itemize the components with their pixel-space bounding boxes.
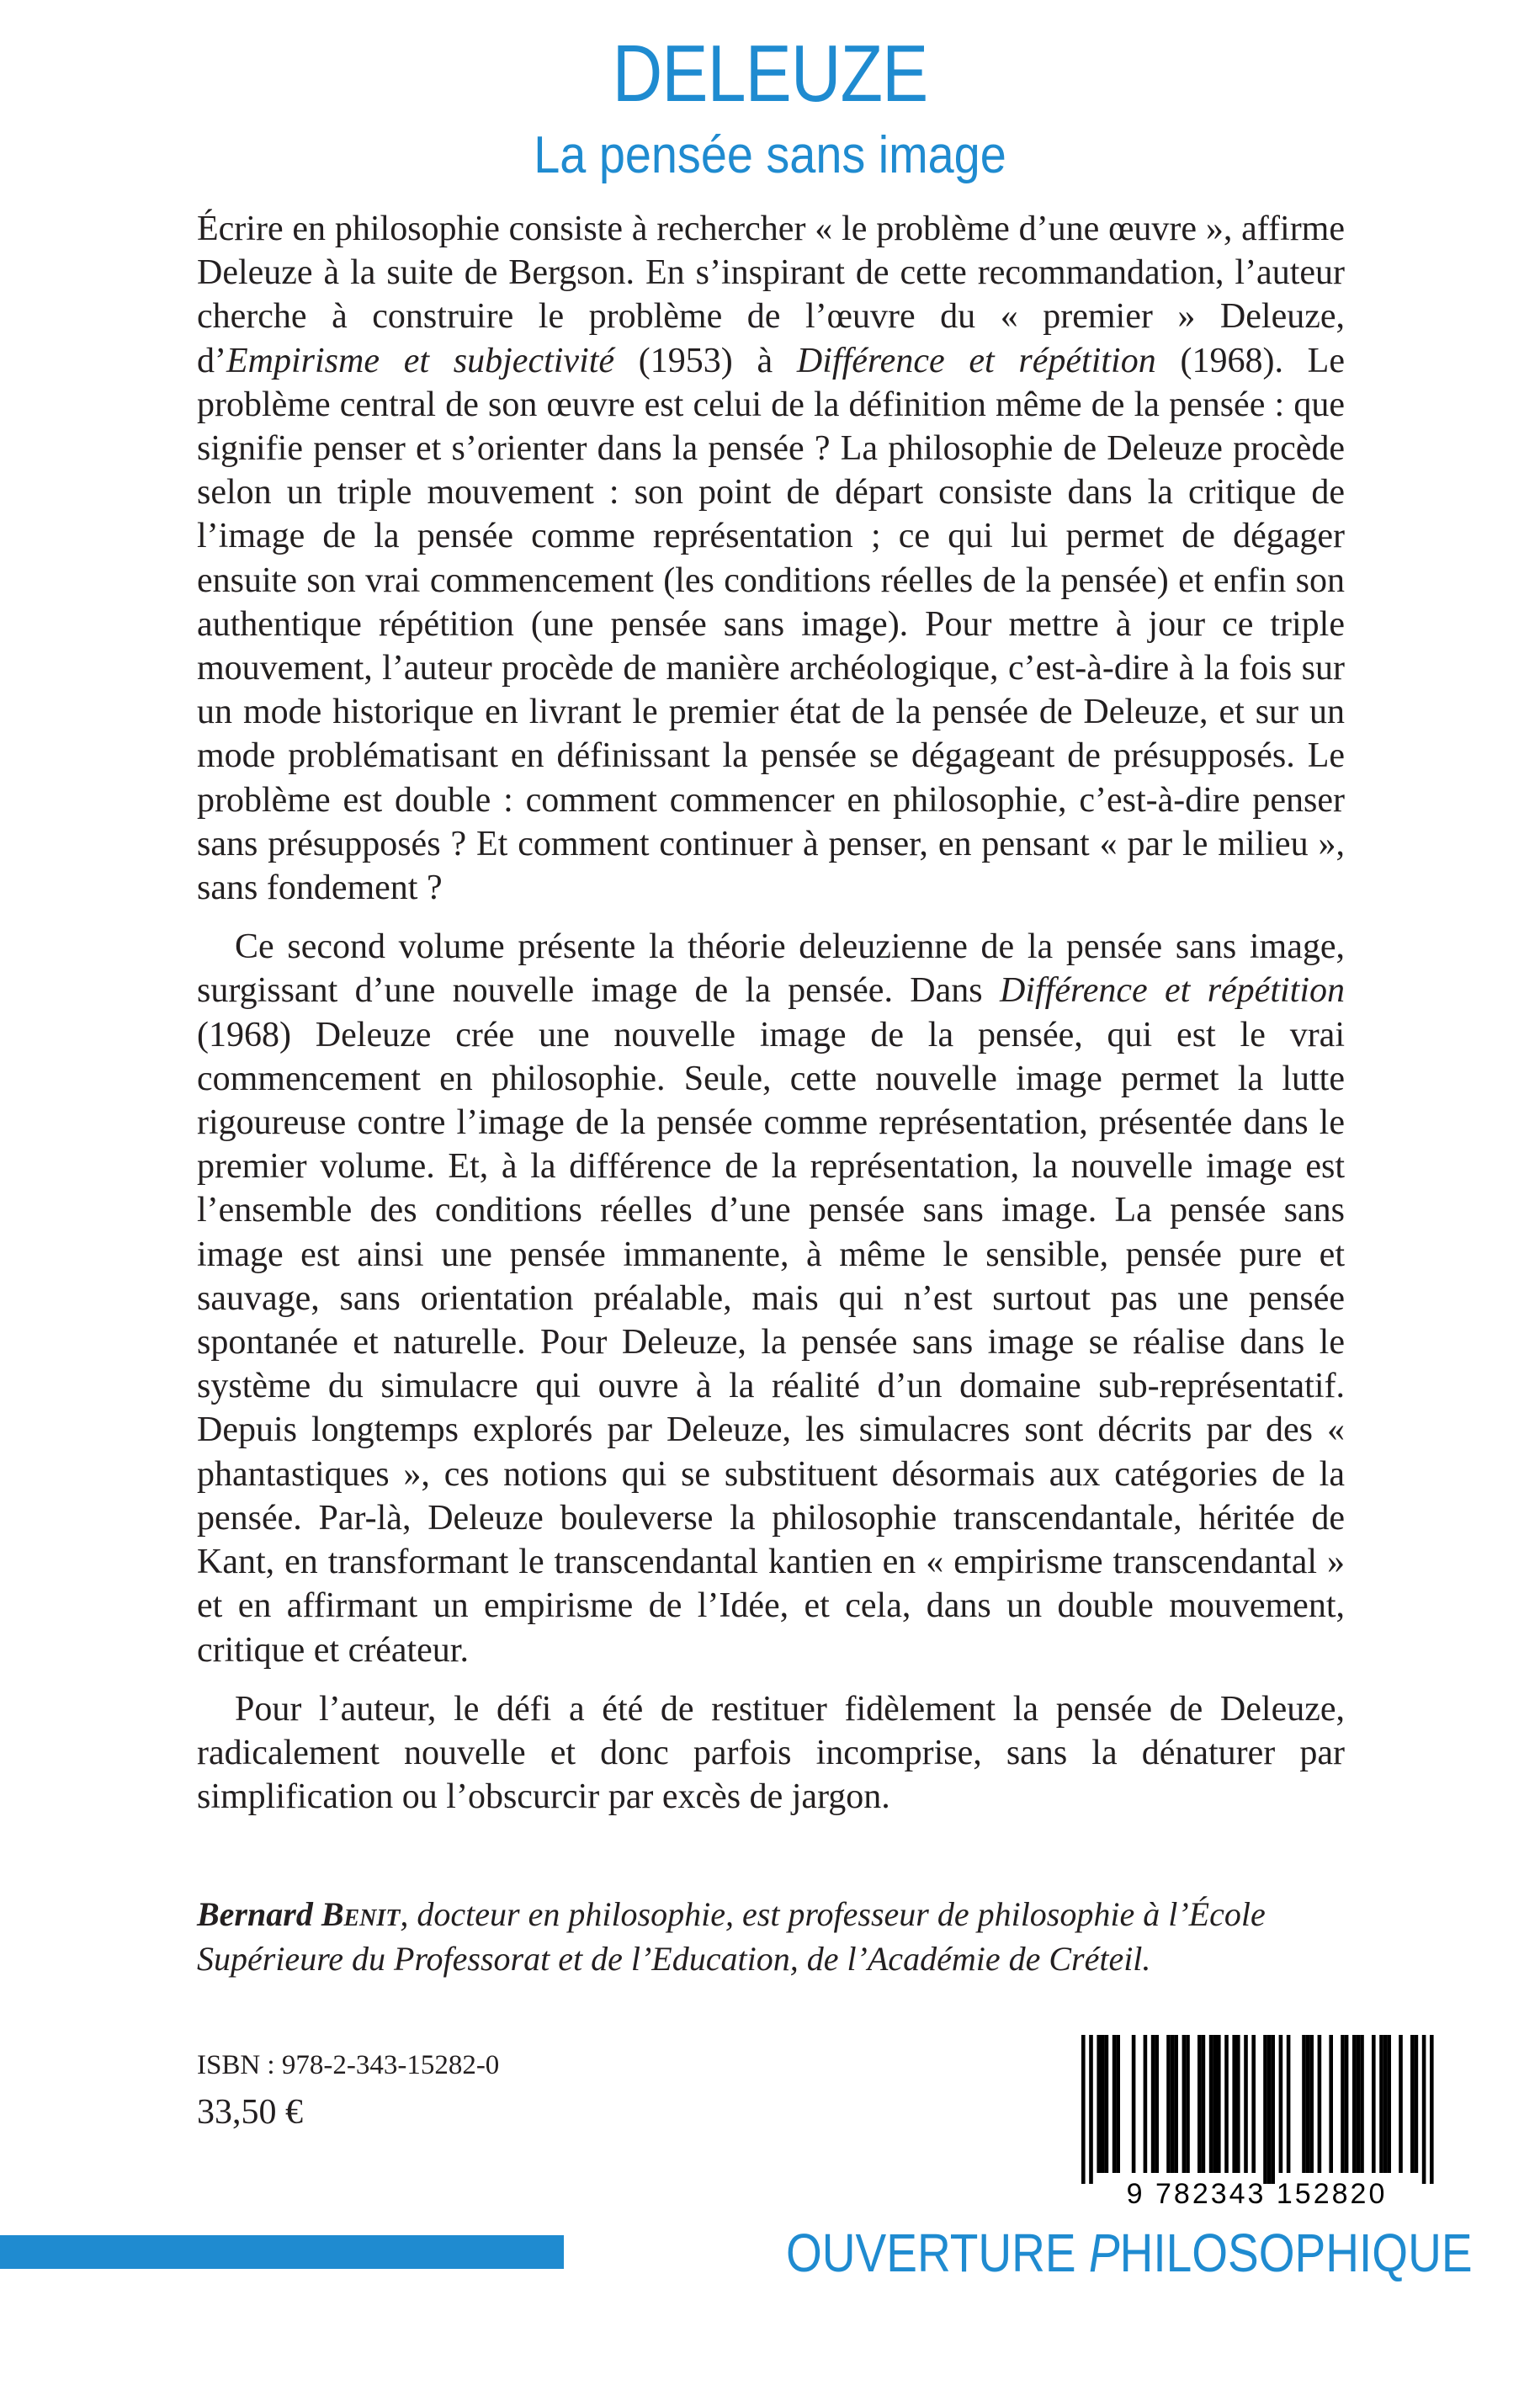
p2-text-a: Ce second volume présente la théorie deleuzienne de la pensée sans image, surgissant d’une nouvelle image de la pensée. Dans — [197, 927, 1345, 1011]
barcode-bar — [1105, 2035, 1109, 2173]
series-part1: OUVERTURE — [786, 2223, 1089, 2283]
barcode-bar — [1372, 2035, 1376, 2173]
accent-bar — [0, 2235, 564, 2269]
barcode-bar — [1182, 2035, 1187, 2173]
barcode-bar — [1387, 2035, 1391, 2173]
p1-text-a: Écrire en philosophie consiste à rechercher « le problème d’une œuvre », affirme Deleuze à la suite de Bergson. En s’inspirant de cette recommandation, l’auteur cherche à construire le problème de l’œuvre du « premier » Deleuze, d’ — [197, 210, 1345, 380]
barcode-bar — [1144, 2035, 1148, 2173]
barcode-bar — [1271, 2035, 1275, 2184]
series-part2: P — [1088, 2223, 1120, 2283]
barcode-bar — [1113, 2035, 1117, 2173]
barcode-bar — [1251, 2035, 1256, 2173]
p2-title-difference: Différence et répétition — [999, 971, 1345, 1011]
barcode-bar — [1318, 2035, 1322, 2173]
barcode-bar — [1089, 2035, 1093, 2184]
book-subtitle: La pensée sans image — [534, 126, 1006, 184]
barcode-bar — [1352, 2035, 1357, 2173]
barcode-bar — [1410, 2035, 1415, 2173]
p1-title-empirisme: Empirisme et subjectivité — [226, 341, 615, 380]
barcode-bar — [1430, 2035, 1434, 2184]
barcode-bar — [1174, 2035, 1178, 2173]
author-bio-text: , docteur en philosophie, est professeur de philosophie à l’École Supérieure du Professorat et de l’Education, de l’Académie de Créteil. — [197, 1895, 1266, 1978]
back-cover-text — [197, 207, 1345, 1819]
barcode-digits: 9 782343 152820 — [1126, 2178, 1388, 2210]
paragraph-2 — [197, 925, 1345, 1671]
barcode-bar — [1132, 2035, 1136, 2173]
series-name — [786, 2222, 1473, 2284]
barcode — [1058, 2035, 1456, 2184]
paragraph-3: Pour l’auteur, le défi a été de restituer fidèlement la pensée de Deleuze, radicalement nouvelle et donc parfois incomprise, sans la dénaturer par simplification ou l’obscurcir par excès de jargon. — [197, 1689, 1345, 1817]
barcode-bar — [1422, 2035, 1426, 2184]
p1-text-c: (1968). Le problème central de son œuvre est celui de la définition même de la pensée : que signifie penser et s’orienter dans la pensée ? La philosophie de Deleuze procède selon un triple mouvement : son point de départ consiste dans la critique de l’image de la pensée comme représentation ; ce qui lui permet de dégager ensuite son vrai commencement (les conditions réelles de la pensée) et enfin son authentique répétition (une pensée sans image). Pour mettre à jour ce triple mouvement, l’auteur procède de manière archéologique, c’est-à-dire à la fois sur un mode historique en livrant le premier état de la pensée de Deleuze, et sur un mode problématisant en définissant la pensée se dégageant de présupposés. Le problème est double : comment commencer en philosophie, c’est-à-dire penser sans présupposés ? Et comment continuer à penser, en pensant « par le milieu », sans fondement ? — [197, 341, 1345, 908]
barcode-bar — [1081, 2035, 1086, 2184]
barcode-bar — [1116, 2035, 1120, 2173]
barcode-bar — [1202, 2035, 1206, 2173]
series-part3: HILOSOPHIQUE — [1119, 2223, 1473, 2283]
barcode-bar — [1171, 2035, 1175, 2173]
barcode-bar — [1329, 2035, 1333, 2173]
author-bio — [197, 1892, 1345, 1981]
p1-title-difference: Différence et répétition — [796, 341, 1156, 380]
barcode-bar — [1244, 2035, 1248, 2173]
barcode-bar — [1236, 2035, 1240, 2173]
barcode-bar — [1166, 2035, 1171, 2173]
barcode-bar — [1287, 2035, 1291, 2173]
barcode-bar — [1151, 2035, 1155, 2173]
barcode-bar — [1379, 2035, 1383, 2173]
book-title: DELEUZE — [612, 29, 928, 119]
barcode-bar — [1302, 2035, 1306, 2173]
barcode-bar — [1213, 2035, 1217, 2173]
p2-text-b: (1968) Deleuze crée une nouvelle image de la pensée, qui est le vrai commencement en philosophie. Seule, cette nouvelle image permet la lutte rigoureuse contre l’image de la pensée comme représentation, présentée dans le premier volume. Et, à la différence de la représentation, la nouvelle image est l’ensemble des conditions réelles d’une pensée sans image. La pensée sans image est ainsi une pensée immanente, à même le sensible, pensée pure et sauvage, sans orientation préalable, mais qui n’est surtout pas une pensée spontanée et naturelle. Pour Deleuze, la pensée sans image se réalise dans le système du simulacre qui ouvre à la réalité d’un domaine sub-représentatif. Depuis longtemps explorés par Deleuze, les simulacres sont décrits par des « phantastiques », ces notions qui se substituent désormais aux catégories de la pensée. Par-là, Deleuze bouleverse la philosophie transcendantale, héritée de Kant, en transformant le transcendantal kantien en « empirisme transcendantal » et en affirmant un empirisme de l’Idée, et cela, dans un double mouvement, critique et créateur. — [197, 1015, 1345, 1670]
barcode-bar — [1360, 2035, 1364, 2173]
barcode-bar — [1399, 2035, 1403, 2173]
barcode-bar — [1357, 2035, 1361, 2173]
barcode-bars — [1058, 2035, 1456, 2184]
barcode-bar — [1209, 2035, 1213, 2173]
barcode-bar — [1232, 2035, 1236, 2173]
barcode-bar — [1267, 2035, 1272, 2184]
price: 33,50 € — [197, 2093, 303, 2132]
isbn: ISBN : 978-2-343-15282-0 — [197, 2050, 500, 2080]
barcode-bar — [1101, 2035, 1105, 2173]
barcode-bar — [1224, 2035, 1229, 2173]
barcode-bar — [1306, 2035, 1310, 2173]
barcode-bar — [1345, 2035, 1349, 2173]
barcode-bar — [1097, 2035, 1101, 2173]
author-last-name: Benit — [321, 1895, 401, 1933]
barcode-bar — [1155, 2035, 1159, 2173]
barcode-bar — [1279, 2035, 1283, 2173]
barcode-bar — [1263, 2035, 1267, 2184]
author-first-name: Bernard — [197, 1895, 313, 1933]
barcode-bar — [1341, 2035, 1345, 2173]
barcode-bar — [1309, 2035, 1314, 2173]
barcode-bar — [1415, 2035, 1419, 2173]
paragraph-1 — [197, 207, 1345, 910]
barcode-bar — [1197, 2035, 1202, 2173]
barcode-bar — [1186, 2035, 1190, 2173]
barcode-bar — [1383, 2035, 1388, 2173]
cover-header — [0, 29, 1540, 185]
p1-text-b: (1953) à — [614, 341, 797, 380]
barcode-bar — [1217, 2035, 1221, 2173]
